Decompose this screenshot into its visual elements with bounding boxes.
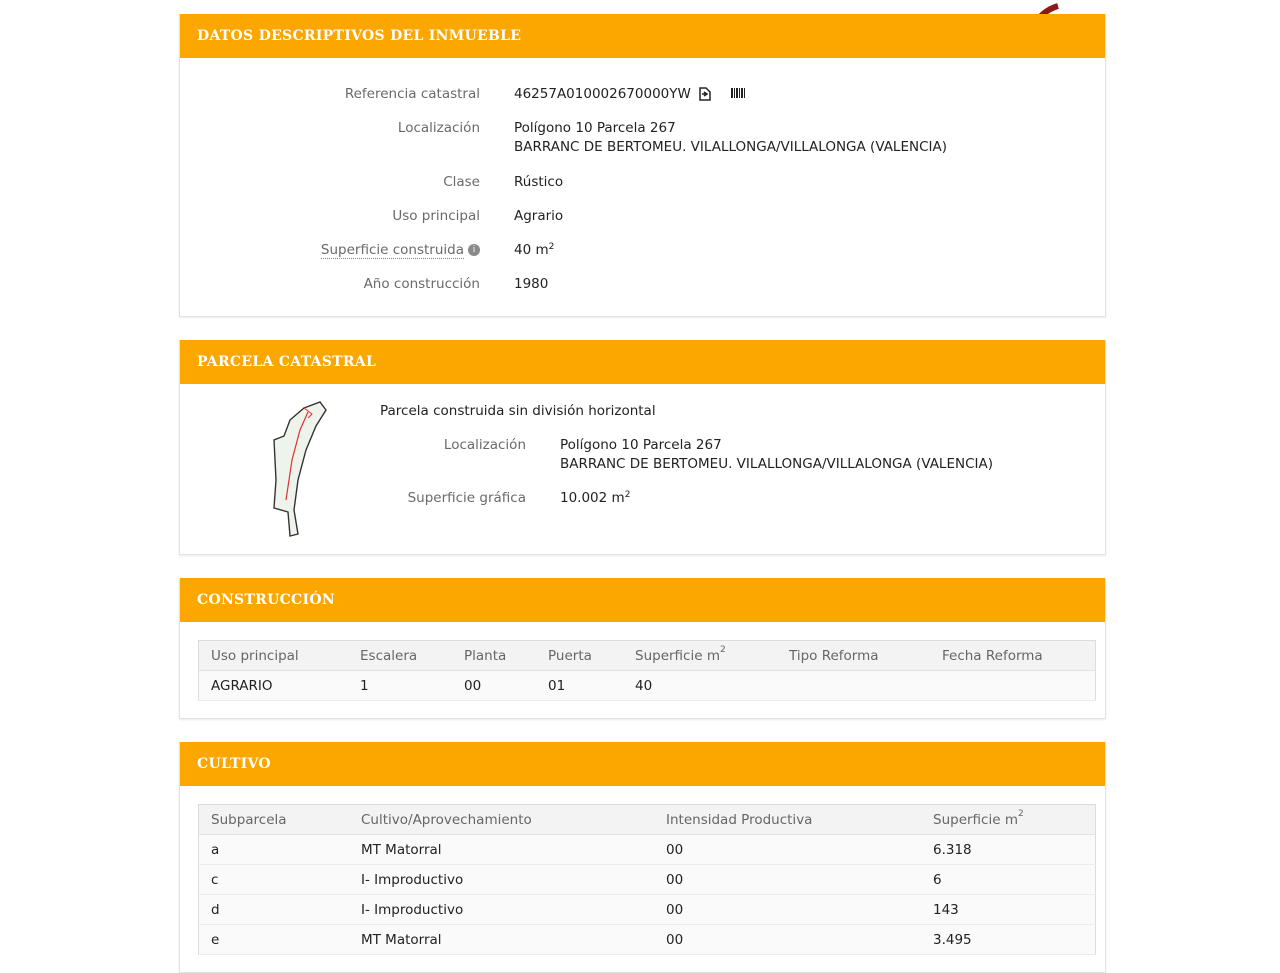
parcela-subtitle: Parcela construida sin división horizontal: [380, 403, 656, 419]
info-icon[interactable]: i: [468, 244, 480, 256]
cell-planta: 00: [452, 671, 536, 701]
parcela-panel: [179, 340, 1106, 555]
parcela-loc-line2: BARRANC DE BERTOMEU. VILALLONGA/VILLALONGA (VALENCIA): [560, 456, 993, 472]
construccion-panel: [179, 578, 1106, 719]
ref-value-row: [514, 85, 746, 104]
uso-value: Agrario: [514, 208, 564, 224]
construccion-header-row: [199, 641, 1096, 671]
cell-escalera: 1: [348, 671, 452, 701]
col-uso: Uso principal: [199, 641, 349, 671]
clase-value: Rústico: [514, 174, 564, 190]
loc-label: Localización: [397, 120, 480, 136]
table-row: [199, 895, 1096, 925]
parcela-loc-label: Localización: [443, 437, 526, 453]
col-planta: Planta: [452, 641, 536, 671]
anio-label: Año construcción: [363, 276, 480, 292]
sup-label: Superficie construida: [320, 242, 464, 258]
cell-cultivo: MT Matorral: [349, 835, 654, 865]
parcel-shape[interactable]: [264, 400, 334, 540]
cell-subparcela: a: [199, 835, 350, 865]
cultivo-header-row: [199, 805, 1096, 835]
ref-label: Referencia catastral: [344, 86, 480, 102]
cell-subparcela: e: [199, 925, 350, 955]
cell-subparcela: d: [199, 895, 350, 925]
cell-cultivo: MT Matorral: [349, 925, 654, 955]
cell-uso: AGRARIO: [199, 671, 349, 701]
inmueble-header: DATOS DESCRIPTIVOS DEL INMUEBLE: [180, 14, 1105, 58]
parcela-sup-value: 10.002 m: [560, 490, 625, 506]
parcela-sup-label: Superficie gráfica: [407, 490, 526, 506]
table-row: [199, 671, 1096, 701]
cell-intensidad: 00: [654, 925, 921, 955]
sup-value-row: [514, 241, 554, 260]
cell-intensidad: 00: [654, 835, 921, 865]
cell-tipo-reforma: [777, 671, 930, 701]
document-icon[interactable]: [698, 87, 712, 101]
col-intensidad: Intensidad Productiva: [654, 805, 921, 835]
cultivo-table: [198, 804, 1096, 955]
table-row: [199, 925, 1096, 955]
anio-value: 1980: [514, 276, 549, 292]
col-tipo-reforma: Tipo Reforma: [777, 641, 930, 671]
cell-fecha-reforma: [930, 671, 1096, 701]
parcela-sup-exponent: 2: [624, 490, 631, 500]
col-escalera: Escalera: [348, 641, 452, 671]
col-superficie-cultivo: Superficie $m^2$: [921, 805, 1096, 835]
sup-exponent: 2: [548, 242, 555, 252]
sup-value: 40 m: [514, 242, 549, 258]
cultivo-panel: [179, 742, 1106, 973]
col-subparcela: Subparcela: [199, 805, 350, 835]
parcela-loc-line1: Polígono 10 Parcela 267: [560, 437, 722, 453]
col-puerta: Puerta: [536, 641, 623, 671]
inmueble-panel: [179, 14, 1106, 317]
cultivo-header: CULTIVO: [180, 742, 1105, 786]
cell-intensidad: 00: [654, 895, 921, 925]
uso-label: Uso principal: [392, 208, 480, 224]
barcode-icon[interactable]: [730, 87, 746, 101]
col-superficie-cultivo-label: Superficie m: [933, 811, 1018, 828]
cell-superficie: 40: [623, 671, 777, 701]
col-cultivo: Cultivo/Aprovechamiento: [349, 805, 654, 835]
sup-label-row: [180, 242, 480, 258]
parcela-sup-row: [560, 489, 630, 508]
cell-superficie: 3.495: [921, 925, 1096, 955]
construccion-header: CONSTRUCCIÓN: [180, 578, 1105, 622]
loc-line1: Polígono 10 Parcela 267: [514, 120, 676, 136]
cell-intensidad: 00: [654, 865, 921, 895]
loc-line2: BARRANC DE BERTOMEU. VILALLONGA/VILLALONGA (VALENCIA): [514, 139, 947, 155]
clase-label: Clase: [443, 174, 480, 190]
cell-superficie: 143: [921, 895, 1096, 925]
cell-puerta: 01: [536, 671, 623, 701]
col-superficie: Superficie $m^2$: [623, 641, 777, 671]
table-row: [199, 865, 1096, 895]
cell-cultivo: I- Improductivo: [349, 895, 654, 925]
parcela-header: PARCELA CATASTRAL: [180, 340, 1105, 384]
table-row: [199, 835, 1096, 865]
construccion-table: [198, 640, 1096, 701]
col-superficie-label: Superficie m: [635, 647, 720, 664]
col-fecha-reforma: Fecha Reforma: [930, 641, 1096, 671]
cell-cultivo: I- Improductivo: [349, 865, 654, 895]
cell-subparcela: c: [199, 865, 350, 895]
cell-superficie: 6: [921, 865, 1096, 895]
ref-value[interactable]: 46257A010002670000YW: [514, 86, 691, 102]
cell-superficie: 6.318: [921, 835, 1096, 865]
